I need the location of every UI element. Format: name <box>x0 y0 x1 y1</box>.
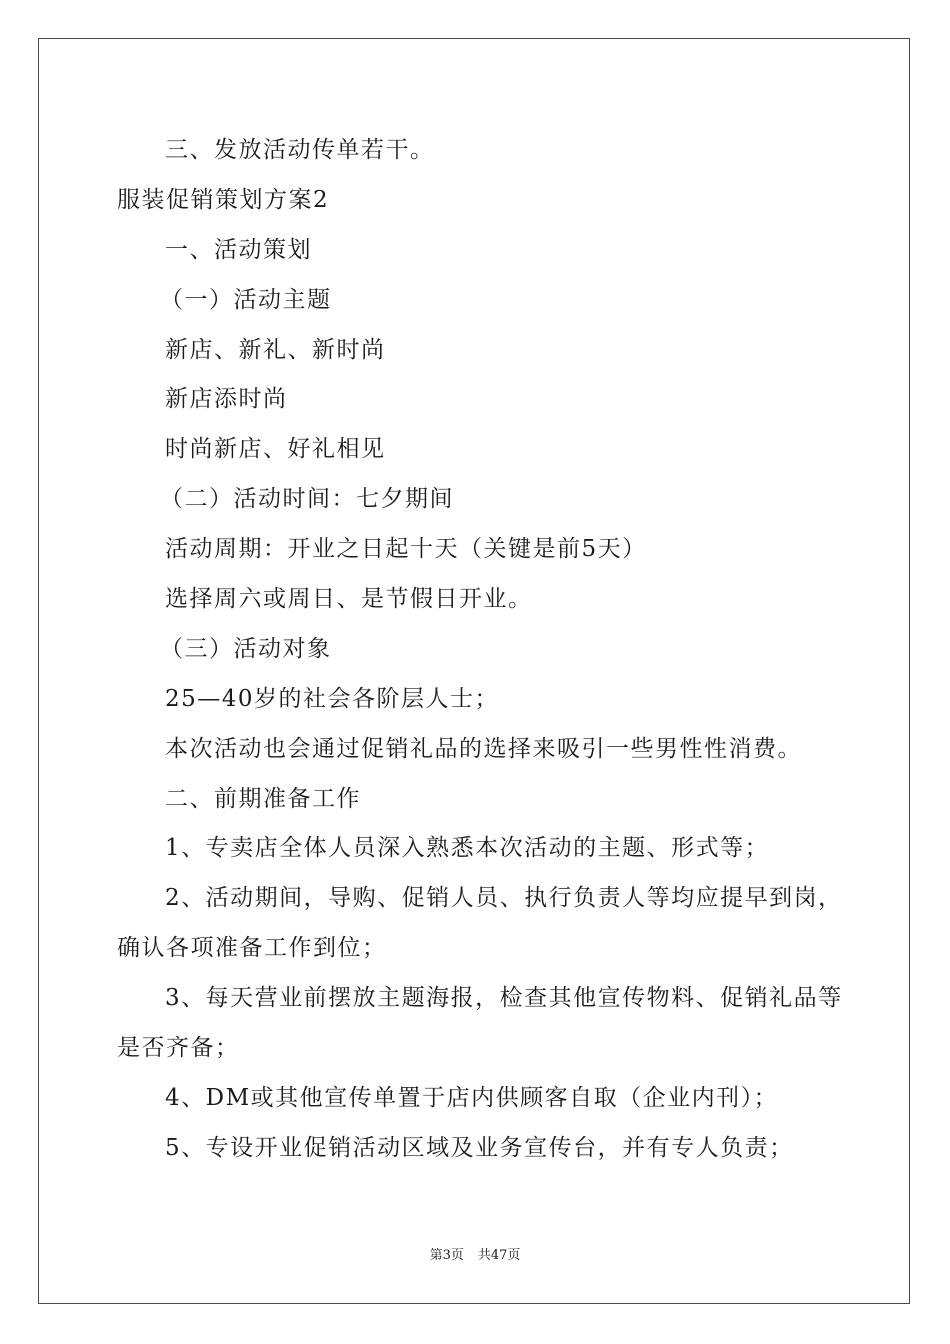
paragraph-line: 时尚新店、好礼相见 <box>165 436 386 462</box>
paragraph-line: 活动周期：开业之日起十天（关键是前5天） <box>165 536 647 562</box>
subheading-theme: （一）活动主题 <box>160 287 332 313</box>
heading-activity-plan: 一、活动策划 <box>165 237 312 263</box>
heading-preparation: 二、前期准备工作 <box>165 786 361 812</box>
paragraph-line: 选择周六或周日、是节假日开业。 <box>165 586 533 612</box>
list-item: 4、DM或其他宣传单置于店内供顾客自取（企业内刊）； <box>165 1085 779 1111</box>
list-item: 1、专卖店全体人员深入熟悉本次活动的主题、形式等； <box>165 835 770 861</box>
page-total: 共47页 <box>477 1248 521 1263</box>
subheading-audience: （三）活动对象 <box>160 636 332 662</box>
section-title: 服装促销策划方案2 <box>117 187 330 213</box>
list-item: 3、每天营业前摆放主题海报，检查其他宣传物料、促销礼品等 <box>165 985 843 1011</box>
paragraph-line: 新店添时尚 <box>165 386 288 412</box>
list-item: 2、活动期间，导购、促销人员、执行负责人等均应提早到岗， <box>165 885 843 911</box>
list-item-continuation: 是否齐备； <box>117 1035 240 1061</box>
list-item: 5、专设开业促销活动区域及业务宣传台，并有专人负责； <box>165 1135 794 1161</box>
page-footer <box>0 1247 950 1265</box>
paragraph-line: 本次活动也会通过促销礼品的选择来吸引一些男性性消费。 <box>165 736 802 762</box>
list-item-continuation: 确认各项准备工作到位； <box>117 935 387 961</box>
paragraph-line: 三、发放活动传单若干。 <box>165 137 435 163</box>
subheading-time: （二）活动时间：七夕期间 <box>160 486 454 512</box>
paragraph-line: 25—40岁的社会各阶层人士； <box>165 686 500 712</box>
page-number: 第3页 <box>429 1248 464 1263</box>
page-border <box>38 38 910 1304</box>
paragraph-line: 新店、新礼、新时尚 <box>165 337 386 363</box>
